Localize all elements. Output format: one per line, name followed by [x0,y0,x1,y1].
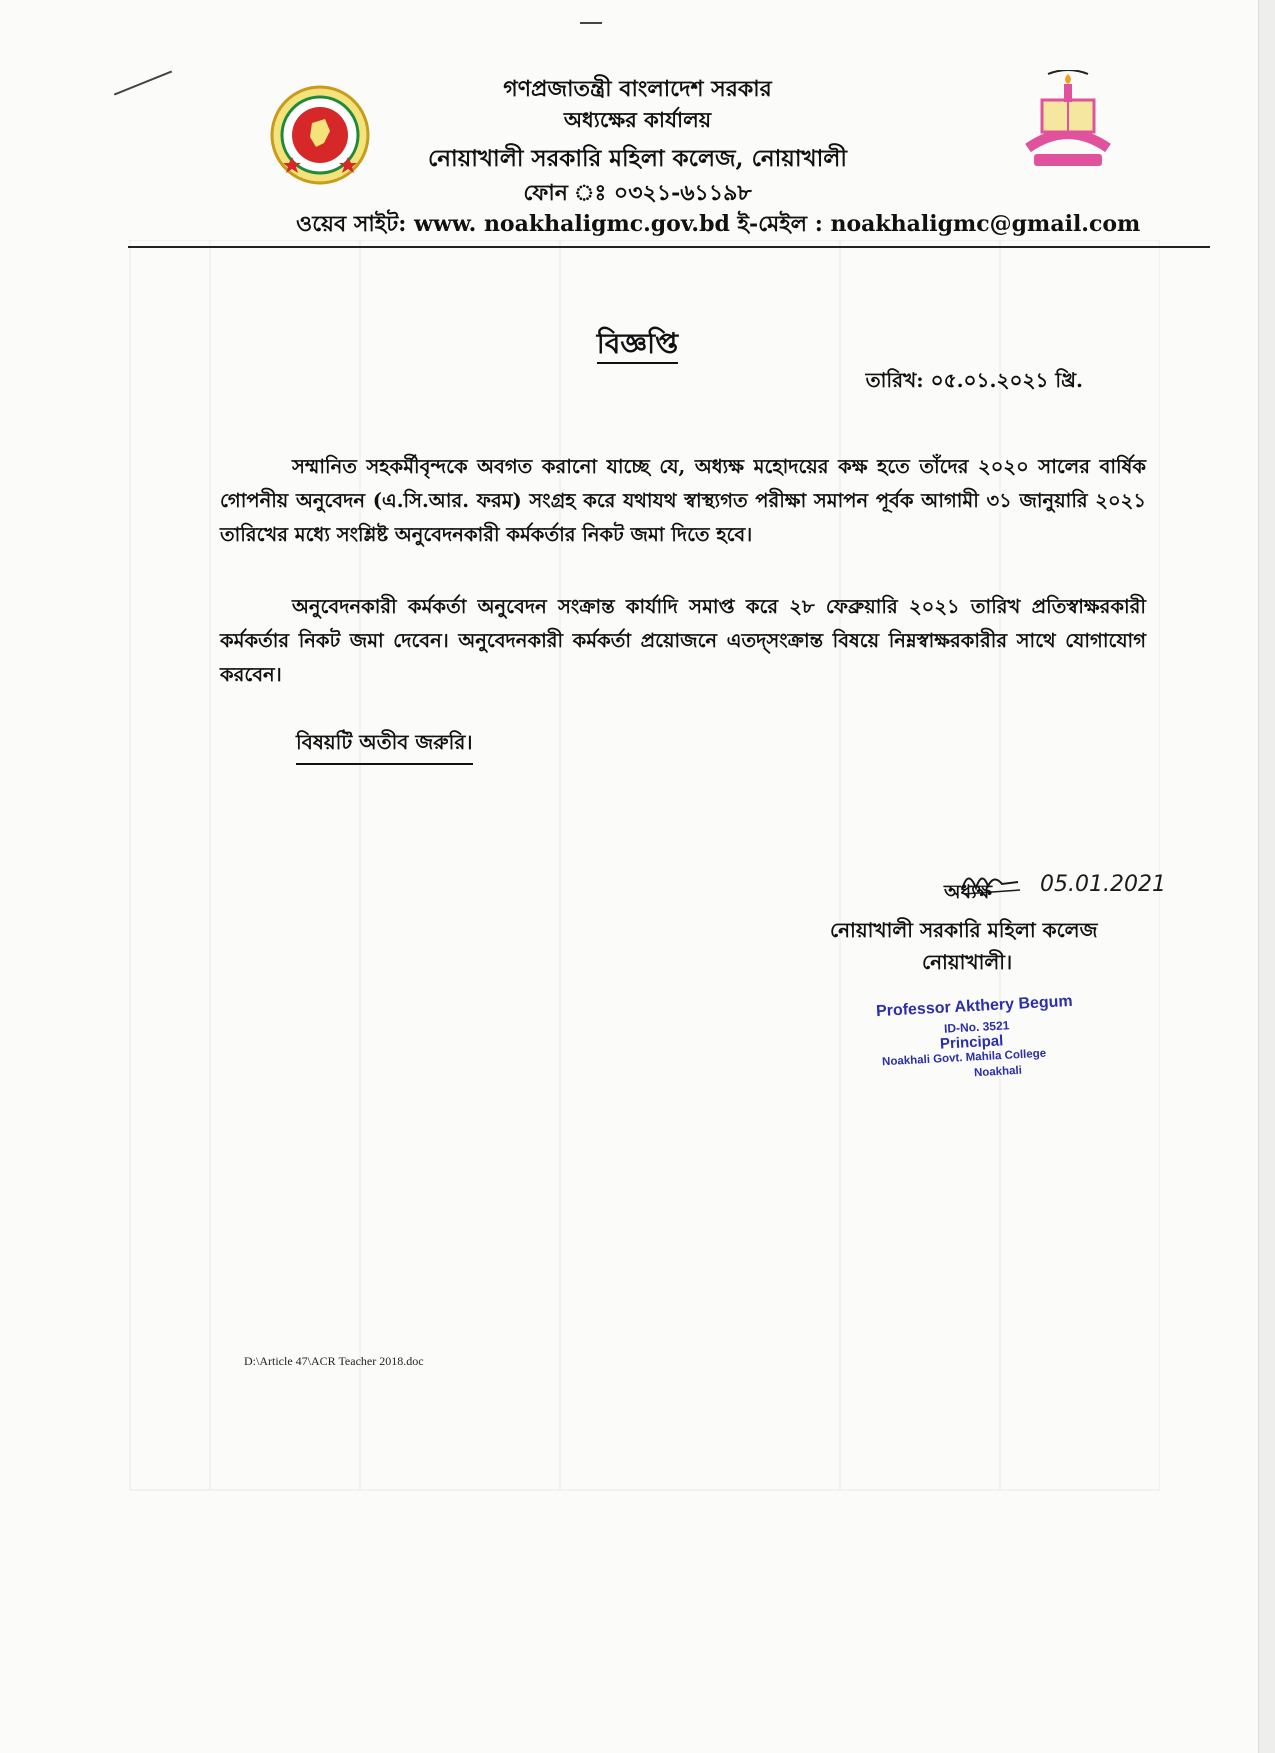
notice-title-text: বিজ্ঞপ্তি [597,327,678,364]
file-path-footer: D:\Article 47\ACR Teacher 2018.doc [244,1354,424,1368]
notice-date: তারিখ: ০৫.০১.২০২১ খ্রি. [865,368,1083,392]
signature-date: 05.01.2021 [1040,872,1166,897]
header-divider [128,246,1210,248]
stamp-id: ID-No. 3521 [943,1018,1010,1036]
stamp-place: Noakhali [973,1064,1023,1080]
notice-paragraph-1: সম্মানিত সহকর্মীবৃন্দকে অবগত করানো যাচ্ছে যে, অধ্যক্ষ মহোদয়ের কক্ষ হতে তাঁদের ২০২০ সালের বার্ষিক গোপনীয় অনুবেদন (এ.সি.আর. ফরম) সংগ্রহ করে যথাযথ স্বাস্থ্যগত পরীক্ষা সমাপন পূর্বক আগামী ৩১ জানুয়ারি ২০২১ তারিখের মধ্যে সংশ্লিষ্ট অনুবেদনকারী কর্মকর্তার নিকট জমা দিতে হবে। [220,455,1146,546]
notice-paragraph-2: অনুবেদনকারী কর্মকর্তা অনুবেদন সংক্রান্ত কার্যাদি সমাপ্ত করে ২৮ ফেব্রুয়ারি ২০২১ তারিখ প্রতিস্বাক্ষরকারী কর্মকর্তার নিকট জমা দেবেন। অনুবেদনকারী কর্মকর্তা প্রয়োজনে এতদ্সংক্রান্ত বিষয়ে নিম্নস্বাক্ষরকারীর সাথে যোগাযোগ করবেন। [220,595,1146,686]
scan-mark [580,22,602,24]
office-name: অধ্যক্ষের কার্যালয় [563,107,712,132]
stamp-role: Principal [939,1032,1004,1053]
college-name: নোয়াখালী সরকারি মহিলা কলেজ, নোয়াখালী [427,145,848,172]
stamp-college: Noakhali Govt. Mahila College [881,1047,1047,1069]
stamp-name: Professor Akthery Begum [875,992,1074,1021]
phone-number: ফোন ঃ ০৩২১-৬১১৯৮ [523,180,752,206]
government-name: গণপ্রজাতন্ত্রী বাংলাদেশ সরকার [503,76,772,102]
signatory-title: অধ্যক্ষ [944,881,993,903]
page-edge [1258,0,1275,1753]
website-email-line: ওয়েব সাইট: www. noakhaligmc.gov.bd ই-মেইল : noakhaligmc@gmail.com [296,211,1141,237]
urgent-note: বিষয়টি অতীব জরুরি। [296,728,473,765]
signatory-college: নোয়াখালী সরকারি মহিলা কলেজ [830,918,1098,942]
notice-title [0,322,1275,369]
signatory-place: নোয়াখালী। [922,950,1013,974]
